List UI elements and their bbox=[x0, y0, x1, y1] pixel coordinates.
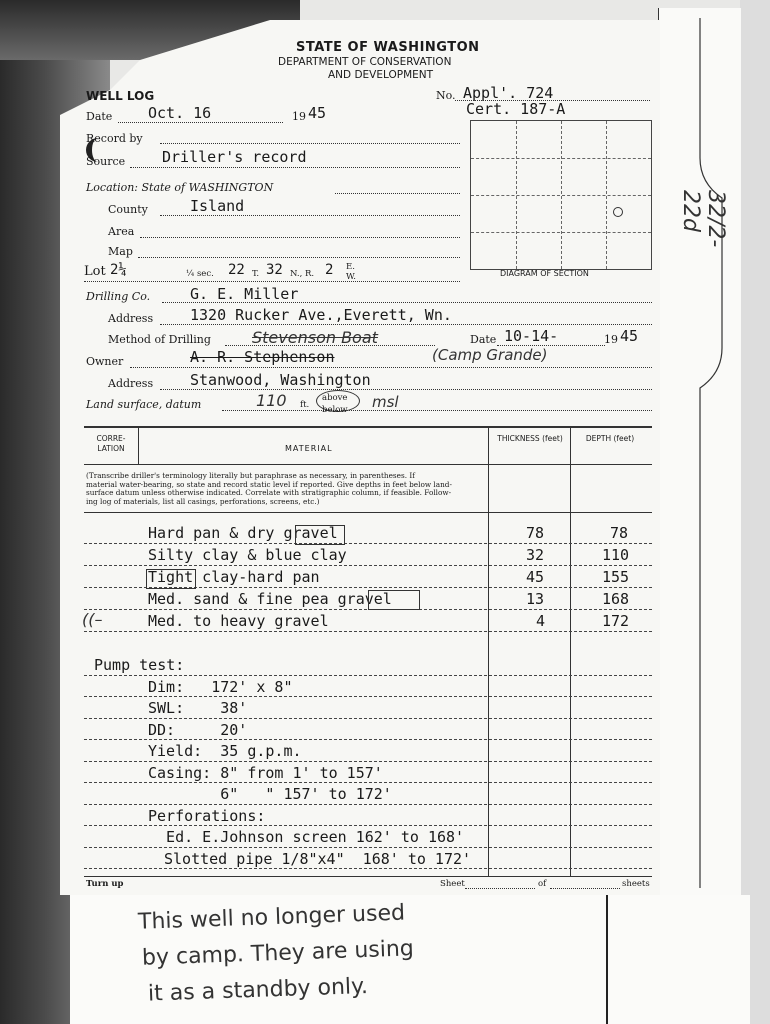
drilled-year-prefix: 19 bbox=[604, 333, 618, 346]
thickness-cell: 45 bbox=[526, 568, 545, 586]
depth-cell: 110 bbox=[602, 546, 630, 564]
table-divider-1 bbox=[138, 426, 139, 464]
drilling-co-value: G. E. Miller bbox=[190, 285, 299, 303]
record-by-label: Record by bbox=[86, 132, 143, 145]
owner-line bbox=[130, 367, 652, 368]
date-value: Oct. 16 bbox=[148, 104, 212, 122]
pump-test-line: Pump test: bbox=[94, 656, 185, 674]
record-by-line bbox=[160, 143, 460, 144]
col-depth: DEPTH (feet) bbox=[585, 434, 635, 443]
no-line bbox=[455, 100, 650, 101]
drilling-co-label: Drilling Co. bbox=[86, 290, 151, 303]
material-cell: Tight clay-hard pan bbox=[148, 568, 320, 586]
map-label: Map bbox=[108, 245, 133, 258]
list-item bbox=[84, 654, 652, 676]
county-value: Island bbox=[190, 197, 245, 215]
pump-test-line: Yield: 35 g.p.m. bbox=[148, 742, 302, 760]
of-line bbox=[550, 888, 620, 889]
lot-value: 2¼ bbox=[110, 262, 127, 278]
msl-value: msl bbox=[372, 393, 399, 411]
owner-value: A. R. Stephenson bbox=[190, 348, 335, 366]
source-value: Driller's record bbox=[162, 148, 307, 166]
pump-test-line: Slotted pipe 1/8"x4" 168' to 172' bbox=[164, 849, 472, 868]
quarter-section-label: ¼ sec. bbox=[186, 269, 214, 279]
range-label: N., R. bbox=[290, 269, 315, 279]
instruction-line: surface datum unless otherwise indicated. Correlate with stratigraphic column, if feasible. Follow- bbox=[86, 488, 452, 497]
instructions-rule bbox=[84, 512, 652, 513]
well-location-mark bbox=[613, 207, 623, 217]
source-line bbox=[130, 167, 460, 168]
thickness-cell: 32 bbox=[526, 546, 545, 564]
of-label: of bbox=[538, 879, 547, 889]
year-value: 45 bbox=[308, 104, 327, 122]
owner-label: Owner bbox=[86, 355, 124, 368]
date-line bbox=[118, 122, 283, 123]
location-line bbox=[335, 193, 460, 194]
date-label: Date bbox=[86, 110, 113, 123]
owner-address-line bbox=[160, 389, 652, 390]
list-item bbox=[84, 740, 652, 762]
application-number: Appl'. 724 bbox=[463, 84, 554, 102]
list-item bbox=[84, 719, 652, 741]
method-value: Stevenson Boat bbox=[252, 328, 378, 347]
sheet-label: Sheet bbox=[440, 879, 465, 889]
land-surface-line bbox=[222, 410, 652, 411]
method-label: Method of Drilling bbox=[108, 333, 211, 346]
thickness-cell: 13 bbox=[526, 590, 545, 608]
diagram-label: DIAGRAM OF SECTION bbox=[500, 269, 589, 278]
col-material: MATERIAL bbox=[285, 444, 333, 453]
scan-edge-right bbox=[740, 0, 770, 1024]
depth-cell: 168 bbox=[602, 590, 630, 608]
sheet-line bbox=[465, 888, 535, 889]
township-value: 32 bbox=[266, 262, 283, 278]
area-line bbox=[140, 237, 460, 238]
note-line: it as a standby only. bbox=[147, 973, 369, 1007]
annotation-box bbox=[146, 569, 196, 589]
table-top-rule bbox=[84, 426, 652, 428]
thickness-cell: 78 bbox=[526, 524, 545, 542]
correlation-mark: ((– bbox=[82, 610, 103, 629]
township-label: T. bbox=[252, 269, 260, 279]
depth-cell: 155 bbox=[602, 568, 630, 586]
thickness-cell: 4 bbox=[536, 612, 546, 630]
state-heading: STATE OF WASHINGTON bbox=[296, 40, 480, 55]
table-row bbox=[84, 610, 652, 632]
list-item bbox=[84, 848, 652, 870]
pump-test-block bbox=[84, 654, 652, 869]
pump-test-line: SWL: 38' bbox=[148, 699, 248, 717]
pump-test-line: Casing: 8" from 1' to 157' bbox=[148, 763, 383, 782]
depth-cell: 78 bbox=[610, 524, 629, 542]
west-label: W. bbox=[346, 272, 356, 282]
list-item bbox=[84, 762, 652, 784]
note-paper-edge bbox=[606, 895, 608, 1024]
east-label: E. bbox=[346, 262, 355, 272]
range-value: 2 bbox=[325, 262, 334, 278]
drilled-date-label: Date bbox=[470, 333, 497, 346]
owner-note: (Camp Grande) bbox=[432, 346, 548, 364]
material-cell: Hard pan & dry gravel bbox=[148, 524, 338, 542]
list-item bbox=[84, 783, 652, 805]
depth-cell: 172 bbox=[602, 612, 630, 630]
instruction-line: (Transcribe driller's terminology literally but paraphrase as necessary, in parentheses. If bbox=[86, 471, 415, 480]
annotation-box bbox=[295, 525, 345, 545]
note-line: by camp. They are using bbox=[141, 936, 415, 971]
year-prefix: 19 bbox=[292, 110, 306, 123]
table-row bbox=[84, 522, 652, 544]
department-heading: DEPARTMENT OF CONSERVATION bbox=[278, 56, 452, 68]
instruction-line: ing log of materials, list all casings, perforations, screens, etc.) bbox=[86, 496, 320, 506]
table-bottom-rule bbox=[84, 876, 652, 877]
owner-address-label: Address bbox=[108, 377, 154, 390]
section-value: 22 bbox=[228, 262, 245, 278]
pump-test-line: Ed. E.Johnson screen 162' to 168' bbox=[148, 828, 465, 846]
pump-test-line: Dim: 172' x 8" bbox=[148, 677, 293, 696]
below-label: below bbox=[322, 405, 348, 415]
driller-address-line bbox=[160, 324, 652, 325]
material-cell: Med. to heavy gravel bbox=[148, 612, 329, 630]
driller-address-value: 1320 Rucker Ave.,Everett, Wn. bbox=[190, 306, 452, 324]
above-label: above bbox=[322, 393, 348, 403]
annotation-box bbox=[368, 590, 420, 610]
owner-address-value: Stanwood, Washington bbox=[190, 371, 371, 389]
section-diagram bbox=[470, 120, 652, 270]
note-line: This well no longer used bbox=[137, 900, 406, 935]
col-correlation: CORRE-LATION bbox=[96, 434, 126, 453]
lot-label: Lot bbox=[84, 264, 106, 279]
driller-address-label: Address bbox=[108, 312, 154, 325]
table-header-rule bbox=[84, 464, 652, 465]
no-label: No. bbox=[436, 89, 456, 102]
pump-test-line: Perforations: bbox=[148, 806, 266, 825]
land-surface-label: Land surface, datum bbox=[86, 398, 202, 411]
list-item bbox=[84, 826, 652, 848]
department-heading-2: AND DEVELOPMENT bbox=[328, 69, 434, 81]
land-surface-value: 110 bbox=[256, 391, 287, 410]
lot-line bbox=[84, 281, 460, 282]
form-title: WELL LOG bbox=[86, 89, 155, 103]
county-label: County bbox=[108, 203, 148, 216]
turn-up-label: Turn up bbox=[86, 879, 124, 889]
drilled-year-value: 45 bbox=[620, 327, 639, 345]
instruction-line: material water-bearing, so state and record static level if reported. Give depths in feet below land- bbox=[86, 479, 452, 489]
margin-note: 32/2-22d bbox=[678, 190, 728, 248]
certificate-number: Cert. 187-A bbox=[466, 100, 566, 118]
list-item bbox=[84, 805, 652, 827]
map-line bbox=[138, 257, 460, 258]
source-label: Source bbox=[86, 155, 126, 168]
list-item bbox=[84, 676, 652, 698]
sheets-label: sheets bbox=[622, 879, 650, 889]
table-row bbox=[84, 544, 652, 566]
ft-label: ft. bbox=[300, 400, 310, 410]
county-line bbox=[160, 215, 460, 216]
strip-curve bbox=[660, 8, 740, 898]
drilled-date-value: 10-14- bbox=[504, 327, 559, 345]
pump-test-line: DD: 20' bbox=[148, 720, 248, 739]
pump-test-line: 6" " 157' to 172' bbox=[148, 785, 392, 803]
handwritten-note bbox=[138, 900, 414, 1008]
instructions bbox=[86, 472, 452, 506]
area-label: Area bbox=[108, 225, 135, 238]
col-thickness: THICKNESS (feet) bbox=[497, 434, 563, 443]
material-cell: Silty clay & blue clay bbox=[148, 546, 347, 564]
material-cell: Med. sand & fine pea gravel bbox=[148, 590, 392, 608]
location-label: Location: State of WASHINGTON bbox=[86, 181, 274, 194]
list-item bbox=[84, 697, 652, 719]
